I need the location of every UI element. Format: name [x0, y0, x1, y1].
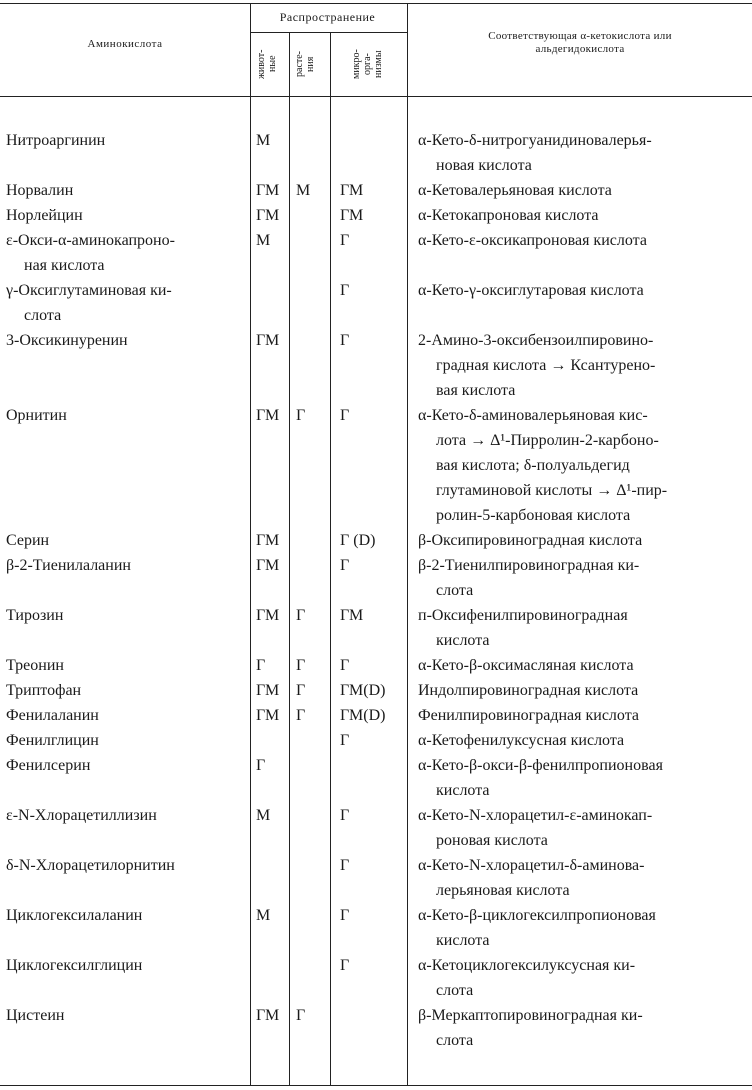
keto-acid-name-line: новая кислота: [436, 157, 532, 174]
keto-acid-name: [418, 678, 748, 703]
keto-acid-name-line: глутаминовой кислоты → Δ¹-пир-: [436, 482, 668, 499]
keto-acid-name-line: α-Кето-δ-нитрогуанидиновалерья-: [418, 132, 652, 149]
keto-acid-name-line: α-Кето-β-оксимасляная кислота: [418, 657, 634, 674]
keto-acid-name-line: лота → Δ¹-Пирролин-2-карбоно-: [436, 432, 659, 449]
amino-acid-name: [6, 653, 246, 678]
keto-acid-name: [418, 553, 748, 603]
animals-value: Г: [256, 757, 266, 774]
keto-acid-name: [418, 953, 748, 1003]
keto-acid-name-line: 2-Амино-3-оксибензоилпировино-: [418, 332, 654, 349]
keto-acid-name-line: лерьяновая кислота: [436, 882, 570, 899]
amino-acid-name: [6, 853, 246, 878]
amino-acid-name: [6, 128, 246, 153]
plants-value: Г: [296, 407, 306, 424]
microorganisms-value: Г: [340, 957, 350, 974]
distribution-rule: [250, 32, 407, 33]
keto-acid-name: [418, 753, 748, 803]
amino-acid-name-line: Фенилаланин: [6, 707, 99, 724]
keto-acid-name-line: α-Кето-β-окси-β-фенилпропионовая: [418, 757, 663, 774]
amino-acid-name: [6, 528, 246, 553]
microorganisms-value: Г: [340, 407, 350, 424]
animals-value: М: [256, 807, 271, 824]
amino-acid-name-line: Фенилглицин: [6, 732, 99, 749]
animals-value: ГМ: [256, 332, 280, 349]
amino-acid-name-line: γ-Оксиглутаминовая ки-: [6, 282, 172, 299]
amino-acid-name: [6, 203, 246, 228]
amino-acid-name-line: δ-N-Хлорацетилорнитин: [6, 857, 175, 874]
plants-value: М: [296, 182, 311, 199]
microorganisms-value: Г: [340, 282, 350, 299]
keto-acid-name: [418, 603, 748, 653]
microorganisms-value: ГМ(D): [340, 707, 386, 724]
keto-acid-name-line: роновая кислота: [436, 832, 548, 849]
amino-acid-name: [6, 903, 246, 928]
header-keto-acid: Соответствующая α-кетокислота или альдегидокислота: [488, 30, 672, 55]
amino-acid-name-line: β-2-Тиенилаланин: [6, 557, 131, 574]
keto-acid-name-line: α-Кето-N-хлорацетил-δ-аминова-: [418, 857, 645, 874]
microorganisms-value: ГМ(D): [340, 682, 386, 699]
keto-acid-name: [418, 178, 748, 203]
keto-acid-name: [418, 278, 748, 303]
header-animals: живот- ные: [256, 49, 278, 79]
keto-acid-name-line: кислота: [436, 632, 490, 649]
amino-acid-name-line: ная кислота: [24, 257, 105, 274]
amino-acid-name-line: Нитроаргинин: [6, 132, 106, 149]
keto-acid-name-line: вая кислота: [436, 382, 516, 399]
keto-acid-name: [418, 328, 748, 403]
keto-acid-name-line: слота: [436, 982, 474, 999]
header-microorganisms: микро- орга- низмы: [351, 49, 384, 79]
keto-acid-name-line: β-Оксипировиноградная кислота: [418, 532, 643, 549]
amino-acid-name: [6, 953, 246, 978]
animals-value: ГМ: [256, 707, 280, 724]
amino-acid-name-line: слота: [24, 307, 62, 324]
keto-acid-name-line: α-Кетофенилуксусная кислота: [418, 732, 625, 749]
microorganisms-value: Г: [340, 332, 350, 349]
keto-acid-name-line: α-Кето-δ-аминовалерьяновая кис-: [418, 407, 648, 424]
amino-acid-name: [6, 278, 246, 328]
animals-value: ГМ: [256, 557, 280, 574]
amino-acid-name: [6, 753, 246, 778]
amino-acid-name-line: Орнитин: [6, 407, 67, 424]
keto-acid-name: [418, 728, 748, 753]
amino-acid-name: [6, 403, 246, 428]
amino-acid-name-line: ε-N-Хлорацетиллизин: [6, 807, 157, 824]
header-plants: расте- ния: [294, 51, 316, 78]
top-rule: [0, 3, 752, 4]
amino-acid-name-line: Циклогексилглицин: [6, 957, 143, 974]
microorganisms-value: ГМ: [340, 207, 364, 224]
amino-acid-name: [6, 328, 246, 353]
amino-acid-name-line: ε-Окси-α-аминокапроно-: [6, 232, 175, 249]
animals-value: ГМ: [256, 407, 280, 424]
keto-acid-name-line: α-Кетоциклогексилуксусная ки-: [418, 957, 636, 974]
keto-acid-name: [418, 653, 748, 678]
microorganisms-value: Г: [340, 657, 350, 674]
keto-acid-name-line: α-Кето-γ-оксиглутаровая кислота: [418, 282, 644, 299]
animals-value: ГМ: [256, 607, 280, 624]
animals-value: ГМ: [256, 182, 280, 199]
animals-value: Г: [256, 657, 266, 674]
plants-value: Г: [296, 657, 306, 674]
microorganisms-value: Г: [340, 732, 350, 749]
amino-acid-name-line: Циклогексилаланин: [6, 907, 143, 924]
keto-acid-name-line: Фенилпировиноградная кислота: [418, 707, 639, 724]
col-divider-1: [250, 3, 251, 1085]
keto-acid-name-line: п-Оксифенилпировиноградная: [418, 607, 628, 624]
header-bottom-rule: [0, 96, 752, 97]
amino-acid-name: [6, 803, 246, 828]
col-divider-4: [407, 3, 408, 1085]
keto-acid-name-line: β-Меркаптопировиноградная ки-: [418, 1007, 643, 1024]
plants-value: Г: [296, 707, 306, 724]
keto-acid-name: [418, 1003, 748, 1053]
amino-acid-name: [6, 603, 246, 628]
keto-acid-name-line: градная кислота → Ксантурено-: [436, 357, 656, 374]
amino-acid-name: [6, 678, 246, 703]
microorganisms-value: ГМ: [340, 607, 364, 624]
amino-acid-name: [6, 178, 246, 203]
amino-acid-name-line: Норлейцин: [6, 207, 83, 224]
keto-acid-name-line: α-Кетовалерьяновая кислота: [418, 182, 612, 199]
keto-acid-name-line: α-Кето-β-циклогексилпропионовая: [418, 907, 656, 924]
amino-acid-name: [6, 1003, 246, 1028]
keto-acid-name: [418, 703, 748, 728]
col-divider-3: [330, 32, 331, 1085]
plants-value: Г: [296, 1007, 306, 1024]
keto-acid-name-line: слота: [436, 582, 474, 599]
animals-value: ГМ: [256, 532, 280, 549]
header-distribution: Распространение: [279, 10, 376, 24]
microorganisms-value: Г: [340, 232, 350, 249]
keto-acid-name-line: ролин-5-карбоновая кислота: [436, 507, 631, 524]
plants-value: Г: [296, 607, 306, 624]
amino-acid-name-line: Норвалин: [6, 182, 74, 199]
keto-acid-name-line: Индолпировиноградная кислота: [418, 682, 639, 699]
plants-value: Г: [296, 682, 306, 699]
amino-acid-name: [6, 228, 246, 278]
amino-acid-name: [6, 728, 246, 753]
keto-acid-name: [418, 228, 748, 253]
header-amino-acid: Аминокислота: [87, 38, 163, 50]
microorganisms-value: Г (D): [340, 532, 376, 549]
animals-value: ГМ: [256, 682, 280, 699]
keto-acid-name: [418, 853, 748, 903]
keto-acid-name: [418, 203, 748, 228]
keto-acid-name-line: β-2-Тиенилпировиноградная ки-: [418, 557, 640, 574]
keto-acid-name-line: α-Кетокапроновая кислота: [418, 207, 599, 224]
keto-acid-name: [418, 903, 748, 953]
animals-value: М: [256, 232, 271, 249]
keto-acid-name: [418, 128, 748, 178]
bottom-rule: [0, 1085, 752, 1086]
microorganisms-value: Г: [340, 807, 350, 824]
animals-value: ГМ: [256, 1007, 280, 1024]
amino-acid-name: [6, 703, 246, 728]
microorganisms-value: ГМ: [340, 182, 364, 199]
amino-acid-name: [6, 553, 246, 578]
keto-acid-name-line: кислота: [436, 932, 490, 949]
animals-value: М: [256, 132, 271, 149]
microorganisms-value: Г: [340, 857, 350, 874]
keto-acid-name: [418, 528, 748, 553]
microorganisms-value: Г: [340, 557, 350, 574]
amino-acid-name-line: Тирозин: [6, 607, 64, 624]
amino-acid-name-line: 3-Оксикинуренин: [6, 332, 128, 349]
keto-acid-name-line: кислота: [436, 782, 490, 799]
animals-value: ГМ: [256, 207, 280, 224]
amino-acid-name-line: Цистеин: [6, 1007, 65, 1024]
animals-value: М: [256, 907, 271, 924]
keto-acid-name-line: слота: [436, 1032, 474, 1049]
amino-acid-name-line: Треонин: [6, 657, 64, 674]
keto-acid-name: [418, 803, 748, 853]
keto-acid-name-line: α-Кето-ε-оксикапроновая кислота: [418, 232, 647, 249]
amino-acid-name-line: Триптофан: [6, 682, 82, 699]
keto-acid-name: [418, 403, 748, 528]
keto-acid-name-line: вая кислота; δ-полуальдегид: [436, 457, 630, 474]
amino-acid-name-line: Фенилсерин: [6, 757, 91, 774]
microorganisms-value: Г: [340, 907, 350, 924]
amino-acid-name-line: Серин: [6, 532, 50, 549]
keto-acid-name-line: α-Кето-N-хлорацетил-ε-аминокап-: [418, 807, 653, 824]
